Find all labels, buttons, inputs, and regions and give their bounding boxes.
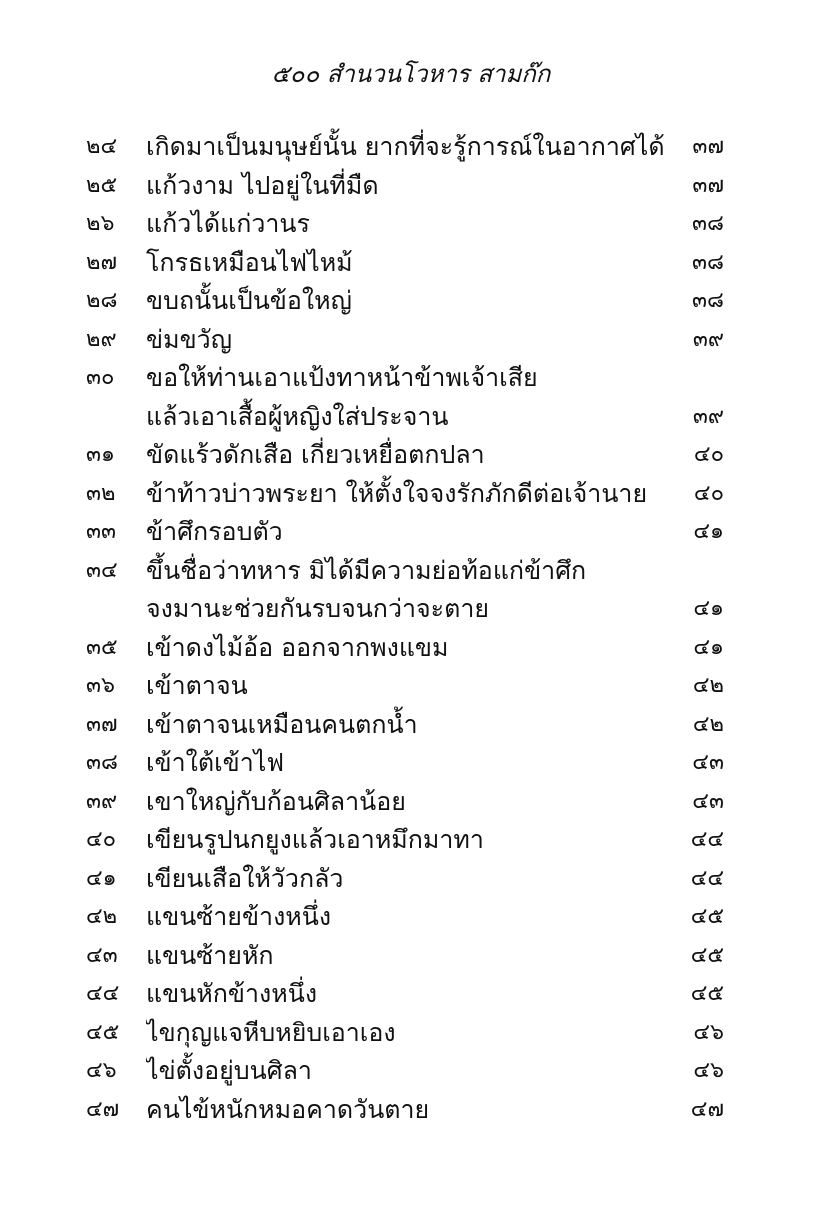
entry-number: ๔๑ <box>86 865 117 891</box>
entry-number: ๓๒ <box>86 480 116 506</box>
entry-title: แก้วงาม ไปอยู่ในที่มืด <box>146 170 379 200</box>
entry-title: เข้าดงไม้อ้อ ออกจากพงแขม <box>146 632 449 662</box>
toc-entry <box>0 975 822 1014</box>
entry-number: ๓๑ <box>86 442 116 467</box>
entry-title: ข้าศึกรอบตัว <box>146 517 283 546</box>
toc-entry <box>0 359 822 398</box>
toc-entry <box>0 706 822 745</box>
entry-title: เขียนเสือให้วัวกลัว <box>146 863 344 893</box>
entry-page-number: ๓๘ <box>691 211 724 236</box>
entry-number: ๓๘ <box>86 750 119 775</box>
toc-entry <box>0 937 822 976</box>
entry-page-number: ๔๕ <box>690 904 724 929</box>
entry-number: ๒๗ <box>86 249 118 275</box>
entry-number: ๒๘ <box>86 288 118 313</box>
entry-page-number: ๔๑ <box>693 634 724 660</box>
entry-title: แขนซ้ายหัก <box>146 940 274 970</box>
entry-title: เข้าตาจนเหมือนคนตกน้ำ <box>146 709 418 739</box>
entry-number: ๓๖ <box>86 673 116 698</box>
entry-number: ๔๕ <box>86 1019 120 1045</box>
entry-title: เกิดมาเป็นมนุษย์นั้น ยากที่จะรู้การณ์ในอากาศได้ <box>146 132 665 161</box>
entry-title: แก้วได้แก่วานร <box>146 209 310 238</box>
entry-number: ๓๙ <box>86 788 118 814</box>
entry-page-number: ๓๙ <box>692 326 724 352</box>
entry-title: เข้าใต้เข้าไฟ <box>146 748 285 777</box>
entry-number: ๓๐ <box>86 365 115 390</box>
entry-title: เขาใหญ่กับก้อนศิลาน้อย <box>146 786 406 816</box>
entry-number: ๔๒ <box>86 904 118 929</box>
entry-number: ๔๓ <box>86 942 118 968</box>
entry-title: ขบถนั้นเป็นข้อใหญ่ <box>146 286 352 315</box>
entry-page-number: ๓๙ <box>692 403 724 429</box>
entry-number: ๒๙ <box>86 326 117 352</box>
entry-page-number: ๔๐ <box>693 442 724 467</box>
entry-page-number: ๓๗ <box>692 134 724 159</box>
entry-title: ไขกุญแจหีบหยิบเอาเอง <box>146 1017 396 1047</box>
entry-number: ๓๓ <box>86 519 117 544</box>
entry-page-number: ๔๓ <box>692 788 724 814</box>
entry-page-number: ๔๔ <box>690 827 724 852</box>
entry-title: ขึ้นชื่อว่าทหาร มิได้มีความย่อท้อแก่ข้าศึก <box>146 555 587 585</box>
entry-title: จงมานะช่วยกันรบจนกว่าจะตาย <box>146 594 490 623</box>
entry-page-number: ๓๘ <box>691 288 724 313</box>
entry-page-number: ๔๐ <box>693 480 724 506</box>
entry-title: ข่มขวัญ <box>146 324 232 354</box>
toc-entry <box>0 898 822 937</box>
entry-page-number: ๔๑ <box>693 596 724 621</box>
entry-page-number: ๓๗ <box>692 172 724 198</box>
entry-page-number: ๔๒ <box>692 711 724 737</box>
toc-entry <box>0 398 822 437</box>
toc-entry <box>0 590 822 629</box>
toc-entry <box>0 1052 822 1091</box>
entry-page-number: ๔๗ <box>690 1096 724 1122</box>
toc-entry <box>0 475 822 514</box>
entry-page-number: ๓๘ <box>691 249 724 275</box>
entry-page-number: ๔๕ <box>690 942 724 968</box>
entry-title: ขัดแร้วดักเสือ เกี่ยวเหยื่อตกปลา <box>146 440 485 469</box>
toc-entry <box>0 629 822 668</box>
entry-title: ไข่ตั้งอยู่บนศิลา <box>146 1056 312 1085</box>
entry-page-number: ๔๕ <box>690 981 724 1006</box>
entry-number: ๔๐ <box>86 827 117 852</box>
toc-entry <box>0 167 822 206</box>
toc-entry <box>0 205 822 244</box>
toc-entry <box>0 744 822 783</box>
entry-title: แขนหักข้างหนึ่ง <box>146 979 318 1008</box>
toc-entry <box>0 436 822 475</box>
entry-title: ข้าท้าวบ่าวพระยา ให้ตั้งใจจงรักภักดีต่อเจ้านาย <box>146 478 648 508</box>
toc-entry <box>0 513 822 552</box>
toc-entry <box>0 552 822 591</box>
entry-title: ขอให้ท่านเอาแป้งทาหน้าข้าพเจ้าเสีย <box>146 363 538 392</box>
entry-page-number: ๔๖ <box>693 1058 724 1083</box>
entry-page-number: ๔๓ <box>692 750 724 775</box>
toc-entry <box>0 1091 822 1130</box>
entry-number: ๓๗ <box>86 711 118 737</box>
entry-title: แล้วเอาเสื้อผู้หญิงใส่ประจาน <box>146 401 449 431</box>
running-header: ๕๐๐ สำนวนโวหาร สามก๊ก <box>271 60 551 88</box>
entry-number: ๒๕ <box>86 172 118 198</box>
entry-title: เขียนรูปนกยูงแล้วเอาหมึกมาทา <box>146 825 484 854</box>
entry-page-number: ๔๖ <box>693 1019 724 1045</box>
entry-page-number: ๔๔ <box>690 865 724 891</box>
entry-number: ๔๔ <box>86 981 120 1006</box>
entry-title: เข้าตาจน <box>146 671 248 700</box>
entry-page-number: ๔๑ <box>693 519 724 544</box>
toc-entry <box>0 1014 822 1053</box>
toc-entry <box>0 244 822 283</box>
entry-number: ๔๗ <box>86 1096 120 1122</box>
entry-number: ๒๔ <box>86 134 118 159</box>
entry-number: ๒๖ <box>86 211 115 236</box>
toc-entry <box>0 821 822 860</box>
entry-number: ๔๖ <box>86 1058 117 1083</box>
toc-entry <box>0 128 822 167</box>
entry-title: แขนซ้ายข้างหนึ่ง <box>146 902 332 931</box>
entry-title: คนไข้หนักหมอคาดวันตาย <box>146 1094 430 1124</box>
entry-number: ๓๔ <box>86 557 118 583</box>
toc-entry <box>0 783 822 822</box>
toc-entry <box>0 282 822 321</box>
entry-number: ๓๕ <box>86 634 118 660</box>
entry-title: โกรธเหมือนไฟไหม้ <box>146 247 353 277</box>
toc-entry <box>0 321 822 360</box>
entry-page-number: ๔๒ <box>692 673 724 698</box>
toc-entry <box>0 667 822 706</box>
table-of-contents <box>0 128 822 1129</box>
toc-entry <box>0 860 822 899</box>
